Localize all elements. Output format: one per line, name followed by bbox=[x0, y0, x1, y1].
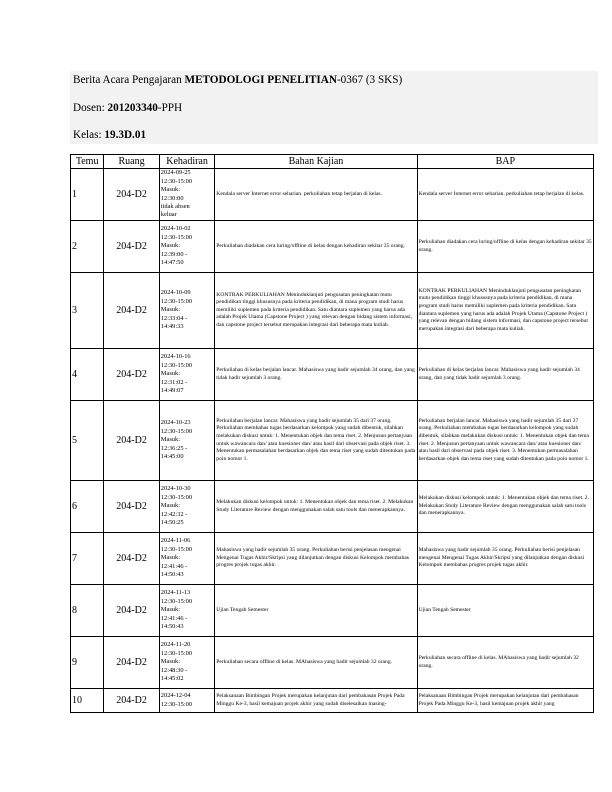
cell-kehadiran bbox=[159, 401, 215, 481]
attendance-out: 14:50:43 bbox=[160, 571, 184, 579]
cell-bap: Kendala server Internet error seharian. perkuliahan tetap berjalan di kelas. bbox=[417, 169, 593, 221]
attendance-out: 14:45:02 bbox=[160, 675, 184, 683]
attendance-table bbox=[70, 154, 594, 713]
attendance-in: 12:39:00 - bbox=[160, 250, 188, 258]
table-row bbox=[71, 689, 594, 713]
attendance-session: 12:30-15:00 bbox=[160, 297, 193, 305]
cell-bahan-kajian: Ujian Tengah Semester bbox=[215, 585, 417, 637]
attendance-date: 2024-12-04 bbox=[160, 692, 191, 700]
cell-kehadiran bbox=[159, 637, 215, 689]
cell-temu: 3 bbox=[71, 273, 104, 349]
attendance-session: 12:30-15:00 bbox=[160, 361, 193, 369]
attendance-out: 14:45:00 bbox=[160, 453, 184, 461]
course-name: METODOLOGI PENELITIAN bbox=[184, 74, 337, 86]
attendance-in: 12:31:02 - bbox=[160, 378, 188, 386]
course-code: -0367 (3 SKS) bbox=[336, 74, 403, 86]
cell-kehadiran bbox=[159, 689, 215, 713]
class-label: Kelas: bbox=[73, 129, 105, 141]
cell-bahan-kajian: Mahasiswa yang hadir sejumlah 35 orang. Perkuliahan berisi penjelasan mengenai Mengenai Tugas Akhir/Skripsi yang dilanjutkan dengan diskusi Kelompok membahas progres projek tugas akhir. bbox=[215, 533, 417, 585]
attendance-label: Masuk: bbox=[160, 186, 180, 194]
attendance-date: 2024-11-20 bbox=[160, 641, 191, 649]
attendance-date: 2024-10-30 bbox=[160, 485, 191, 493]
cell-ruang: 204-D2 bbox=[104, 401, 160, 481]
cell-bahan-kajian: Perkuliahan secara offline di kelas. MAhasiswa yang hadir sejumlah 32 orang. bbox=[215, 637, 417, 689]
cell-temu: 2 bbox=[71, 221, 104, 273]
cell-ruang: 204-D2 bbox=[104, 169, 160, 221]
table-row bbox=[71, 637, 594, 689]
attendance-date: 2024-10-09 bbox=[160, 289, 191, 297]
document-header bbox=[70, 71, 598, 144]
cell-temu: 8 bbox=[71, 585, 104, 637]
col-header-bap: BAP bbox=[417, 155, 593, 169]
attendance-in: 12:36:25 - bbox=[160, 444, 188, 452]
cell-bap: Perkuliahan diadakan cera luring/offline di kelas dengan kehadiran sekitar 35 orang. bbox=[417, 221, 593, 273]
attendance-session: 12:30-15:00 bbox=[160, 649, 193, 657]
class-value: 19.3D.01 bbox=[104, 129, 147, 141]
col-header-kehadiran: Kehadiran bbox=[159, 155, 215, 169]
cell-bap: Perkuliahan di kelas berjalan lancar. Mahasiswa yang hadir sejumlah 34 orang, dan yang tidak hadir sejumlah 3 orang. bbox=[417, 349, 593, 401]
cell-ruang: 204-D2 bbox=[104, 585, 160, 637]
cell-kehadiran bbox=[159, 585, 215, 637]
attendance-session: 12:30-15:00 bbox=[160, 427, 193, 435]
col-header-temu: Temu bbox=[71, 155, 104, 169]
lecturer-id: 201203340 bbox=[107, 102, 158, 114]
cell-bahan-kajian: Melakukan diskusi kelompok untuk: 1. Menentukan objek dan tema riset. 2. Melakukan Study Literature Review dengan menggunakan salah satu tools dan menerapkannya. bbox=[215, 481, 417, 533]
attendance-date: 2024-11-06 bbox=[160, 537, 191, 545]
table-row bbox=[71, 169, 594, 221]
cell-bahan-kajian: KONTRAK PERKULIAHAN Meninduklanjuti pengusatan peningkatan mutu pendidikan tinggi khususnya pada kriteria pendidikan, di mana program studi harus memiliki suplemen pada kriteria pendidikan. Satu diantara suplemen yang harus ada adalah Projek Utama (Capstone Project ) yang relevan dengan bidang sistem informasi, dan capstone project tersebut merupakan integrasi dari beberapa mata kuliah. bbox=[215, 273, 417, 349]
table-row bbox=[71, 585, 594, 637]
col-header-ruang: Ruang bbox=[104, 155, 160, 169]
attendance-session: 12:30-15:00 bbox=[160, 493, 193, 501]
table-row bbox=[71, 273, 594, 349]
table-row bbox=[71, 349, 594, 401]
cell-temu: 10 bbox=[71, 689, 104, 713]
lecturer-line bbox=[73, 101, 182, 115]
cell-ruang: 204-D2 bbox=[104, 221, 160, 273]
cell-ruang: 204-D2 bbox=[104, 273, 160, 349]
cell-bahan-kajian: Perkuliahan di kelas berjalan lancar. Mahasiswa yang hadir sejumlah 34 orang, dan yang tidak hadir sejumlah 3 orang. bbox=[215, 349, 417, 401]
cell-bap: Ujian Tengah Semester bbox=[417, 585, 593, 637]
attendance-in: 12:41:46 - bbox=[160, 562, 188, 570]
cell-kehadiran bbox=[159, 533, 215, 585]
cell-ruang: 204-D2 bbox=[104, 481, 160, 533]
attendance-session: 12:30-15:00 bbox=[160, 700, 193, 708]
cell-ruang: 204-D2 bbox=[104, 349, 160, 401]
title-prefix: Berita Acara Pengajaran bbox=[73, 74, 185, 86]
cell-ruang: 204-D2 bbox=[104, 637, 160, 689]
attendance-in: 12:42:32 - bbox=[160, 510, 188, 518]
cell-bahan-kajian: Perkuliahan diadakan cera luring/offline di kelas dengan kehadiran sekitar 35 orang. bbox=[215, 221, 417, 273]
attendance-in: 12:48:30 - bbox=[160, 666, 188, 674]
attendance-label: Masuk: bbox=[160, 658, 180, 666]
class-line bbox=[73, 128, 146, 142]
document-title bbox=[73, 73, 402, 87]
attendance-in: 12:41:46 - bbox=[160, 614, 188, 622]
cell-kehadiran bbox=[159, 169, 215, 221]
col-header-bahan-kajian: Bahan Kajian bbox=[215, 155, 417, 169]
table-row bbox=[71, 533, 594, 585]
attendance-note: tidak absen bbox=[160, 202, 190, 210]
cell-ruang: 204-D2 bbox=[104, 689, 160, 713]
attendance-session: 12:30-15:00 bbox=[160, 597, 193, 605]
attendance-date: 2024-10-23 bbox=[160, 419, 191, 427]
attendance-out: 14:47:50 bbox=[160, 259, 184, 267]
attendance-out: 14:50:43 bbox=[160, 623, 184, 631]
cell-bap: Pelaksanaan Bimbingan Projek merupakan kelanjutan dari pembahasan Projek Pada Minggu Ke-3, hasil kemajuan projek akhir yang bbox=[417, 689, 593, 713]
cell-bap: Mahasiswa yang hadir sejumlah 35 orang. Perkuliahan berisi penjelasan mengenai Mengenai Tugas Akhir/Skripsi yang dilanjutkan dengan diskusi Kelompok membahas progres projek tugas akhir. bbox=[417, 533, 593, 585]
cell-temu: 6 bbox=[71, 481, 104, 533]
attendance-in: 12:33:04 - bbox=[160, 314, 188, 322]
attendance-label: Masuk: bbox=[160, 554, 180, 562]
cell-ruang: 204-D2 bbox=[104, 533, 160, 585]
attendance-session: 12:30-15:00 bbox=[160, 233, 193, 241]
attendance-date: 2024-10-02 bbox=[160, 225, 191, 233]
attendance-in: 12:30:00 bbox=[160, 194, 184, 202]
cell-temu: 4 bbox=[71, 349, 104, 401]
cell-bap: KONTRAK PERKULIAHAN Meninduklanjuti pengusatan peningkatan mutu pendidikan tinggi khususnya pada kriteria pendidikan, di mana program studi harus memiliki suplemen pada kriteria pendidikan. Satu diantara suplemen yang harus ada adalah Projek Utama (Capstone Project ) yang relevan dengan bidang sistem informasi, dan capstone project tersebut merupakan integrasi dari beberapa mata kuliah. bbox=[417, 273, 593, 349]
table-header-row bbox=[71, 155, 594, 169]
cell-kehadiran bbox=[159, 349, 215, 401]
cell-temu: 9 bbox=[71, 637, 104, 689]
attendance-out: 14:50:25 bbox=[160, 519, 184, 527]
cell-kehadiran bbox=[159, 273, 215, 349]
attendance-out: 14:49:07 bbox=[160, 387, 184, 395]
attendance-label: Masuk: bbox=[160, 502, 180, 510]
attendance-out: 14:49:33 bbox=[160, 323, 184, 331]
table-row bbox=[71, 481, 594, 533]
attendance-label: Masuk: bbox=[160, 242, 180, 250]
cell-bap: Perkuliahan berjalan lancar. Mahasiswa yang hadir sejumlah 35 dari 37 orang. Perkuliahan membahas tugas berdasarkan kelompok yang sudah dibentuk, silahkan melakukan diskusi untuk: 1. Menentukan objek dan tema riset. 2. Menjusun pertanyaan untuk wawancara dan/ atau kuesioner dan/ atau hasil dari observasi pada objek riset. 3. Menentukan permasalahan berdasarkan objek dan tema riset yang sudah ditentukan pada poin nomor 1. bbox=[417, 401, 593, 481]
cell-bahan-kajian: Pelaksanaan Bimbingan Projek merupakan kelanjutan dari pembahasan Projek Pada Minggu Ke-3, hasil kemajuan projek akhir yang sudah diselesaikan masing- bbox=[215, 689, 417, 713]
table-row bbox=[71, 221, 594, 273]
cell-temu: 7 bbox=[71, 533, 104, 585]
cell-kehadiran bbox=[159, 481, 215, 533]
attendance-date: 2024-11-13 bbox=[160, 589, 191, 597]
attendance-session: 12:30-15:00 bbox=[160, 545, 193, 553]
attendance-label: Masuk: bbox=[160, 436, 180, 444]
attendance-note: keluar bbox=[160, 211, 177, 219]
lecturer-label: Dosen: bbox=[73, 102, 108, 114]
cell-bap: Perkuliahan secara offline di kelas. MAhasiswa yang hadir sejumlah 32 orang. bbox=[417, 637, 593, 689]
cell-bahan-kajian: Kendala server Internet error seharian. perkuliahan tetap berjalan di kelas. bbox=[215, 169, 417, 221]
table-row bbox=[71, 401, 594, 481]
attendance-session: 12:30-15:00 bbox=[160, 177, 193, 185]
attendance-date: 2024-09-25 bbox=[160, 169, 191, 177]
cell-temu: 1 bbox=[71, 169, 104, 221]
lecturer-suffix: -PPH bbox=[157, 102, 183, 114]
cell-kehadiran bbox=[159, 221, 215, 273]
attendance-label: Masuk: bbox=[160, 370, 180, 378]
cell-bahan-kajian: Perkuliahan berjalan lancar. Mahasiswa yang hadir sejumlah 35 dari 37 orang. Perkuliahan membahas tugas berdasarkan kelompok yang sudah dibentuk, silahkan melakukan diskusi untuk: 1. Menentukan objek dan tema riset. 2. Menjusun pertanyaan untuk wawancara dan/ atau kuesioner dan/ atau hasil dari observasi pada objek riset. 3. Menentukan permasalahan berdasarkan objek dan tema riset yang sudah ditentukan pada poin nomor 1. bbox=[215, 401, 417, 481]
attendance-date: 2024-10-16 bbox=[160, 353, 191, 361]
attendance-label: Masuk: bbox=[160, 606, 180, 614]
cell-temu: 5 bbox=[71, 401, 104, 481]
cell-bap: Melakukan diskusi kelompok untuk: 1. Menentukan objek dan tema riset. 2. Melakukan Study Literature Review dengan menggunakan salah satu tools dan menerapkannya. bbox=[417, 481, 593, 533]
attendance-label: Masuk: bbox=[160, 306, 180, 314]
